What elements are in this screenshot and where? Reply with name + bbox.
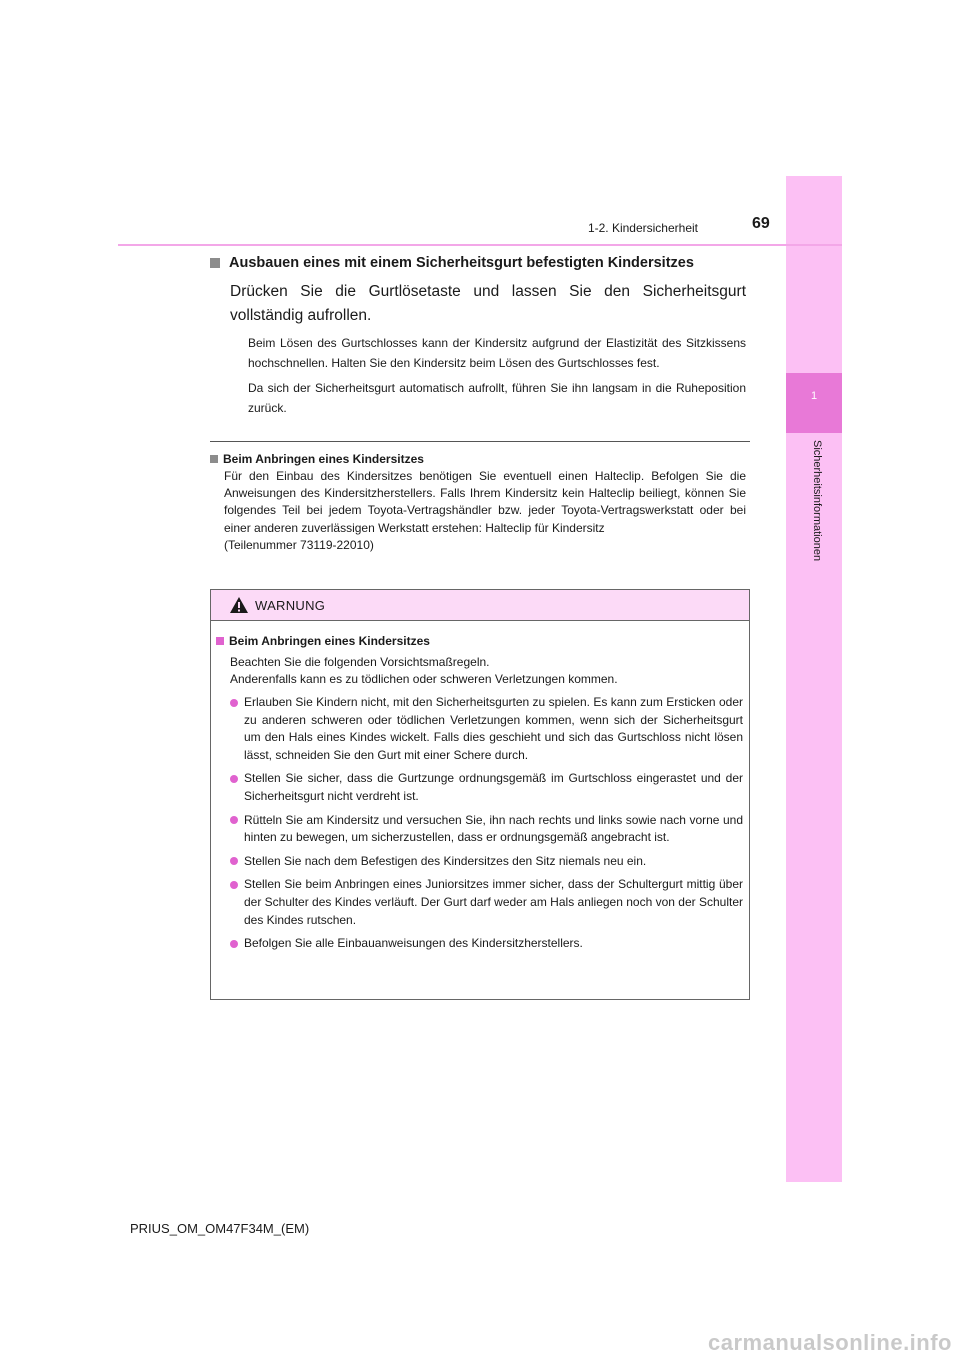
list-item-text: Stellen Sie nach dem Befestigen des Kindersitzes den Sitz niemals neu ein. — [244, 853, 647, 868]
side-tab-title: Sicherheitsinformationen — [811, 440, 823, 562]
list-item-text: Befolgen Sie alle Einbauanweisungen des Kindersitzherstellers. — [244, 936, 583, 951]
body-paragraph: Für den Einbau des Kindersitzes benötigen Sie eventuell einen Halteclip. Befolgen Sie die Anweisungen des Kindersitzherstellers. Falls Ihrem Kindersitz kein Halteclip beiliegt, können Sie folgendes Teil bei jedem Toyota-Vertragshändler bzw. jeder Toyota-Vertragswerkstatt oder bei einer anderen zuverlässigen Werkstatt erstehen: Halteclip für Kindersitz — [224, 469, 746, 535]
bullet-dot-icon — [230, 881, 238, 889]
warning-title: WARNUNG — [255, 598, 326, 613]
heading-square-icon — [216, 637, 224, 645]
list-item — [230, 812, 743, 847]
warning-intro — [230, 654, 743, 688]
section-remove-child-seat — [210, 252, 746, 418]
bullet-dot-icon — [230, 816, 238, 824]
note-paragraph: Da sich der Sicherheitsgurt automatisch aufrollt, führen Sie ihn langsam in die Ruheposition zurück. — [248, 381, 746, 415]
side-tab-active-chapter[interactable] — [786, 373, 842, 433]
warning-intro-line: Anderenfalls kann es zu tödlichen oder schweren Verletzungen kommen. — [230, 672, 618, 686]
warning-heading: Beim Anbringen eines Kindersitzes — [229, 634, 430, 648]
side-tab-chapter-number: 1 — [810, 390, 818, 402]
header-divider — [118, 244, 842, 246]
side-tab — [786, 176, 842, 1182]
bullet-dot-icon — [230, 699, 238, 707]
section-installing-child-seat — [210, 451, 746, 554]
list-item — [230, 694, 743, 764]
list-item — [230, 876, 743, 929]
header-section-title: 1-2. Kindersicherheit — [587, 221, 698, 235]
list-item-text: Stellen Sie sicher, dass die Gurtzunge ordnungsgemäß im Gurtschloss eingerastet und der Sicherheitsgurt nicht verdreht ist. — [244, 771, 743, 803]
bullet-dot-icon — [230, 857, 238, 865]
heading-square-icon — [210, 258, 220, 268]
list-item — [230, 853, 743, 871]
watermark: carmanualsonline.info — [708, 1330, 952, 1355]
subsection-heading: Beim Anbringen eines Kindersitzes — [223, 452, 424, 466]
page-number: 69 — [752, 215, 770, 232]
list-item-text: Rütteln Sie am Kindersitz und versuchen Sie, ihn nach rechts und links sowie nach vorne und hinten zu bewegen, um sicherzustellen, dass er ordnungsgemäß angebracht ist. — [244, 812, 743, 845]
list-item-text: Erlauben Sie Kindern nicht, mit den Sicherheitsgurten zu spielen. Es kann zum Ersticken oder zu anderen schweren oder tödlichen Verletzungen kommen, wenn sich der Sicherheitsgurt um den Hals eines Kindes wickelt. Falls dies geschieht und sich das Gurtschloss nicht lösen lässt, schneiden Sie den Gurt mit einer Schere durch. — [244, 695, 743, 762]
list-item — [230, 770, 743, 805]
warning-list — [211, 694, 743, 953]
section-divider — [210, 441, 750, 442]
bullet-dot-icon — [230, 775, 238, 783]
bullet-dot-icon — [230, 940, 238, 948]
instruction-text: Drücken Sie die Gurtlösetaste und lassen Sie den Sicherheitsgurt vollständig aufrollen. — [230, 283, 746, 324]
list-item — [230, 935, 743, 953]
section-heading: Ausbauen eines mit einem Sicherheitsgurt befestigten Kindersitzes — [229, 255, 694, 271]
warning-box — [210, 589, 750, 1000]
warning-header — [211, 590, 749, 621]
heading-square-icon — [210, 455, 218, 463]
warning-intro-line: Beachten Sie die folgenden Vorsichtsmaßregeln. — [230, 655, 490, 669]
note-paragraph: Beim Lösen des Gurtschlosses kann der Kindersitz aufgrund der Elastizität des Sitzkissens hochschnellen. Halten Sie den Kindersitz beim Lösen des Gurtschlosses fest. — [248, 336, 746, 370]
document-code: PRIUS_OM_OM47F34M_(EM) — [130, 1221, 310, 1236]
list-item-text: Stellen Sie beim Anbringen eines Juniorsitzes immer sicher, dass der Schultergurt mittig über der Schulter des Kindes verläuft. Der Gurt darf weder am Hals anliegen noch von der Schulter des Kindes rutschen. — [244, 877, 743, 927]
warning-triangle-icon — [229, 596, 249, 614]
part-number: (Teilenummer 73119-22010) — [224, 537, 374, 552]
